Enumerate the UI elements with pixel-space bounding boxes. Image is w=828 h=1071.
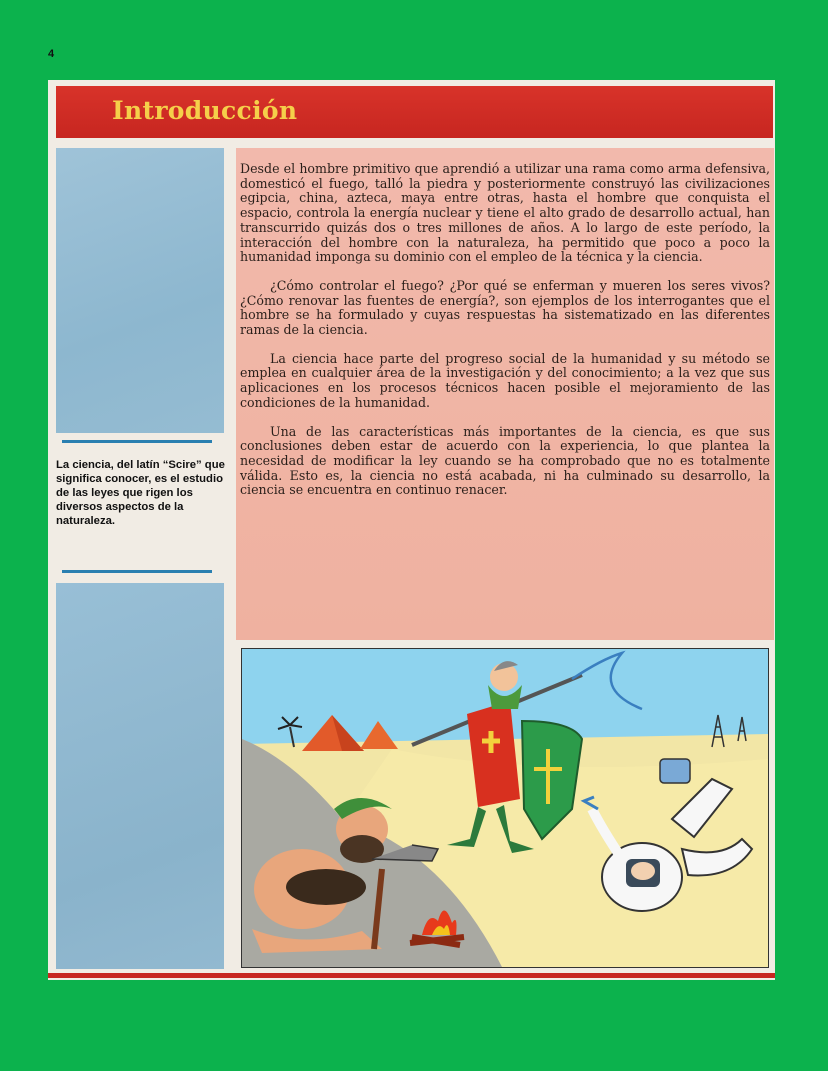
textbook-page: [48, 80, 775, 980]
paragraph-3: La ciencia hace parte del progreso social de la humanidad y su método se emplea en cualquier área de la investigación y del conocimiento; a la vez que sus aplicaciones en los procesos técnicos hacen posible el mejoramiento de las condiciones de la humanidad.: [240, 350, 770, 410]
side-panel-bottom: [56, 583, 224, 969]
side-panel-top: [56, 148, 224, 433]
body-text: [240, 162, 770, 512]
page-number: 4: [48, 48, 55, 60]
section-title: Introducción: [112, 96, 298, 125]
bottom-strip: [48, 973, 775, 978]
text-panel: [236, 148, 774, 640]
paragraph-4: Una de las características más importantes de la ciencia, es que sus conclusiones deben estar de acuerdo con la experiencia, lo que plantea la necesidad de modificar la ley cuando se ha comprobado que no es totalmente válida. Esto es, la ciencia no está acabada, ni ha culminado su desarrollo, la ciencia se encuentra en continuo renacer.: [240, 423, 770, 498]
definition-note: La ciencia, del latín “Scire” que significa conocer, es el estudio de las leyes que rigen los diversos aspectos de la naturaleza.: [56, 459, 225, 527]
paragraph-2: ¿Cómo controlar el fuego? ¿Por qué se enferman y mueren los seres vivos? ¿Cómo renovar las fuentes de energía?, son ejemplos de los interrogantes que el hombre se ha formulado y cuyas respuestas ha sistematizado en las diferentes ramas de la ciencia.: [240, 277, 770, 338]
paragraph-1: Desde el hombre primitivo que aprendió a utilizar una rama como arma defensiva, domesticó el fuego, talló la piedra y posteriormente construyó las civilizaciones egipcia, china, azteca, maya entre otras, hasta el hombre que conquista el espacio, controla la energía nuclear y tiene el alto grado de desarrollo actual, han transcurrido quizás dos o tres millones de años. A lo largo de este período, la interacción del hombre con la naturaleza, ha permitido que poco a poco la humanidad imponga su dominio con el empleo de la técnica y la ciencia.: [240, 161, 770, 265]
cartoon-scene: [242, 649, 768, 967]
cartoon-illustration: [241, 648, 769, 968]
title-bar: [56, 86, 773, 138]
divider-bottom: [62, 570, 212, 573]
divider-top: [62, 440, 212, 443]
